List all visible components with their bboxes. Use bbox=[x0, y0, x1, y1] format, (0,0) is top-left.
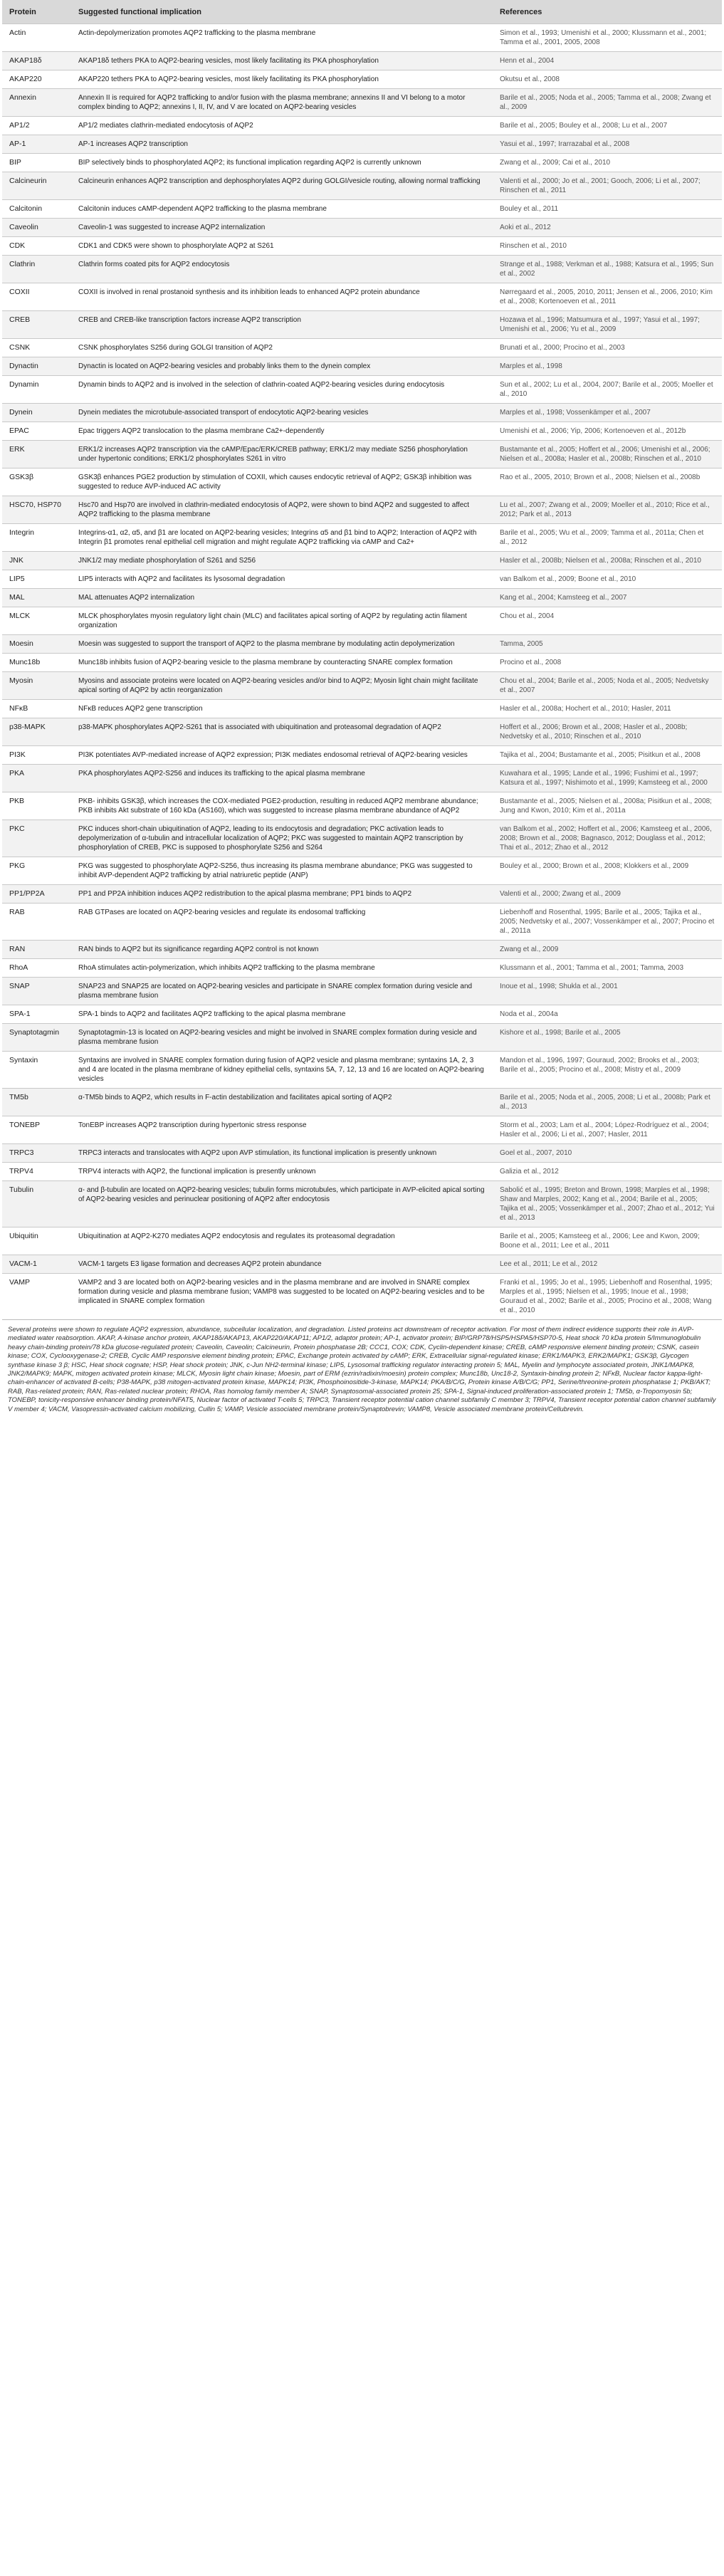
protein-name: Dynactin bbox=[2, 357, 71, 376]
table-row bbox=[2, 654, 722, 672]
table-row bbox=[2, 607, 722, 635]
functional-implication: VAMP2 and 3 are located both on AQP2-bearing vesicles and in the plasma membrane and are involved in SNARE complex formation during vesicle and plasma membrane fusion; VAMP8 was suggested to be located on AQP2-bearing vesicles and to be implicated in SNARE complex formation bbox=[71, 1274, 493, 1320]
references: Barile et al., 2005; Kamsteeg et al., 2006; Lee and Kwon, 2009; Boone et al., 2011; Lee et al., 2011 bbox=[493, 1227, 722, 1255]
protein-name: ERK bbox=[2, 441, 71, 468]
table-row bbox=[2, 959, 722, 978]
table-row bbox=[2, 857, 722, 885]
table-row bbox=[2, 89, 722, 117]
table-row bbox=[2, 978, 722, 1005]
protein-name: Integrin bbox=[2, 524, 71, 552]
functional-implication: PKC induces short-chain ubiquitination of AQP2, leading to its endocytosis and degradation; PKC activation leads to depolymerization of α-tubulin and intracellular localization of AQP2; PKC was suggested to maintain AQP2 transcription by phosphorylation of CREB, PKC is supposed to phosphorylate S256 and S264 bbox=[71, 820, 493, 857]
protein-name: Dynamin bbox=[2, 376, 71, 404]
references: Lu et al., 2007; Zwang et al., 2009; Moeller et al., 2010; Rice et al., 2012; Park et al., 2013 bbox=[493, 496, 722, 524]
functional-implication: p38-MAPK phosphorylates AQP2-S261 that is associated with ubiquitination and proteasomal degradation of AQP2 bbox=[71, 718, 493, 746]
protein-name: Caveolin bbox=[2, 219, 71, 237]
references: Noda et al., 2004a bbox=[493, 1005, 722, 1024]
functional-implication: Ubiquitination at AQP2-K270 mediates AQP2 endocytosis and regulates its proteasomal degradation bbox=[71, 1227, 493, 1255]
protein-name: NFκB bbox=[2, 700, 71, 718]
functional-implication: Dynein mediates the microtubule-associated transport of endocytotic AQP2-bearing vesicles bbox=[71, 404, 493, 422]
header-references: References bbox=[493, 0, 722, 24]
functional-implication: PKA phosphorylates AQP2-S256 and induces its trafficking to the apical plasma membrane bbox=[71, 765, 493, 792]
table-row bbox=[2, 283, 722, 311]
protein-name: COXII bbox=[2, 283, 71, 311]
table-row bbox=[2, 200, 722, 219]
references: Kang et al., 2004; Kamsteeg et al., 2007 bbox=[493, 589, 722, 607]
references: Kishore et al., 1998; Barile et al., 2005 bbox=[493, 1024, 722, 1052]
table-row bbox=[2, 1005, 722, 1024]
functional-implication: ERK1/2 increases AQP2 transcription via the cAMP/Epac/ERK/CREB pathway; ERK1/2 may mediate S256 phosphorylation under hypertonic conditions; ERK1/2 phosphorylates S261 in vitro bbox=[71, 441, 493, 468]
protein-name: Calcineurin bbox=[2, 172, 71, 200]
references: Procino et al., 2008 bbox=[493, 654, 722, 672]
references: Barile et al., 2005; Noda et al., 2005; Tamma et al., 2008; Zwang et al., 2009 bbox=[493, 89, 722, 117]
protein-name: Myosin bbox=[2, 672, 71, 700]
table-row bbox=[2, 1274, 722, 1320]
references: Galizia et al., 2012 bbox=[493, 1163, 722, 1181]
table-footnote: Several proteins were shown to regulate AQP2 expression, abundance, subcellular localization, and degradation. Listed proteins act downstream of receptor activation. For most of them indirect evidence supports their role in AVP-mediated water reabsorption. AKAP, A-kinase anchor protein, AKAP18δ/AKAP13, AKAP220/AKAP11; AP1/2, adaptor protein; AP-1, activator protein; BIP/GRP78/HSP5/HSPA5/HSP70-5, Heat shock 70 kDa protein 5/Immunoglobulin heavy chain-binding protein/78 kDa glucose-regulated protein; Caveolin, Caveolin; Calcineurin, Protein phosphatase 2B; CCC1, COX; CDK, Cyclin-dependent kinase; CREB, cAMP responsive element binding protein; CSNK, casein kinase; COX, Cyclooxygenase-2; CREB, Cyclic AMP responsive element binding protein; EPAC, Exchange protein activated by cAMP; ERK, Extracellular signal-regulated kinase; ERK1/MAPK3, ERK2/MAPK1; GSK3β, Glycogen synthase kinase 3 β; HSC, Heat shock cognate; HSP, Heat shock protein; JNK, c-Jun NH2-terminal kinase; LIP5, Lysosomal trafficking regulator interacting protein 5; MAL, Myelin and lymphocyte associated protein, JNK1/MAPK8, JNK2/MAPK9; MAPK, mitogen activated protein kinase; MLCK, Myosin light chain kinase; Moesin, part of ERM (ezrin/radixin/moesin) protein complex; Munc18b, Unc18-2, Syntaxin-binding protein 2; NFκB, Nuclear factor kappa-light-chain-enhancer of activated B-cells; P38-MAPK, p38 mitogen-activated protein kinase, MAPK14; PI3K, Phosphoinositide-3-kinase, MAPK14; PKA/B/C/G, Protein kinase A/B/C/G; PP1, Serine/threonine-protein phosphatase 1; PKB/AKT; RAB, Ras-related protein; RAN, Ras-related nuclear protein; RHOA, Ras homolog family member A; SNAP, Synaptosomal-associated protein 25; SPA-1, Signal-induced proliferation-associated protein 1; TM5b, α-Tropomyosin 5b; TONEBP, tonicity-responsive enhancer binding protein/NFAT5, Nuclear factor of activated T-cells 5; TRPC3, Transient receptor potential cation channel subfamily C member 3; TRPV4, Transient receptor potential cation channel subfamily V member 4; VACM, Vasopressin-activated calcium mobilizing, Cullin 5; VAMP, Vesicle associated membrane protein/Synaptobrevin; VAMP8, Vesicle associated membrane protein/Cellubrevin. bbox=[2, 1319, 722, 1414]
references: Zwang et al., 2009 bbox=[493, 941, 722, 959]
table-row bbox=[2, 941, 722, 959]
protein-name: Ubiquitin bbox=[2, 1227, 71, 1255]
table-row bbox=[2, 237, 722, 256]
table-row bbox=[2, 70, 722, 89]
references: Goel et al., 2007, 2010 bbox=[493, 1144, 722, 1163]
table-row bbox=[2, 1181, 722, 1227]
functional-implication: RAN binds to AQP2 but its significance regarding AQP2 control is not known bbox=[71, 941, 493, 959]
table-row bbox=[2, 1024, 722, 1052]
table-row bbox=[2, 256, 722, 283]
functional-implication: CREB and CREB-like transcription factors increase AQP2 transcription bbox=[71, 311, 493, 339]
functional-implication: Actin-depolymerization promotes AQP2 trafficking to the plasma membrane bbox=[71, 24, 493, 52]
references: Hasler et al., 2008a; Hochert et al., 2010; Hasler, 2011 bbox=[493, 700, 722, 718]
protein-name: Munc18b bbox=[2, 654, 71, 672]
references: Barile et al., 2005; Noda et al., 2005, 2008; Li et al., 2008b; Park et al., 2013 bbox=[493, 1089, 722, 1116]
references: Rao et al., 2005, 2010; Brown et al., 2008; Nielsen et al., 2008b bbox=[493, 468, 722, 496]
protein-name: RAB bbox=[2, 904, 71, 941]
table-row bbox=[2, 1144, 722, 1163]
references: Marples et al., 1998 bbox=[493, 357, 722, 376]
functional-implication: Epac triggers AQP2 translocation to the plasma membrane Ca2+-dependently bbox=[71, 422, 493, 441]
table-row bbox=[2, 1052, 722, 1089]
functional-implication: GSK3β enhances PGE2 production by stimulation of COXII, which causes endocytic retrieval of AQP2; GSK3β inhibition was suggested to reduce AVP-induced AC activity bbox=[71, 468, 493, 496]
protein-name: Tubulin bbox=[2, 1181, 71, 1227]
header-row bbox=[2, 0, 722, 24]
table-row bbox=[2, 718, 722, 746]
protein-name: CREB bbox=[2, 311, 71, 339]
references: Hoffert et al., 2006; Brown et al., 2008; Hasler et al., 2008b; Nedvetsky et al., 2010; Rinschen et al., 2010 bbox=[493, 718, 722, 746]
references: Chou et al., 2004 bbox=[493, 607, 722, 635]
references: Hozawa et al., 1996; Matsumura et al., 1997; Yasui et al., 1997; Umenishi et al., 2006; Yu et al., 2009 bbox=[493, 311, 722, 339]
functional-implication: AP-1 increases AQP2 transcription bbox=[71, 135, 493, 154]
table-row bbox=[2, 885, 722, 904]
protein-name: PKG bbox=[2, 857, 71, 885]
references: Brunati et al., 2000; Procino et al., 2003 bbox=[493, 339, 722, 357]
protein-name: TRPV4 bbox=[2, 1163, 71, 1181]
references: Storm et al., 2003; Lam et al., 2004; López-Rodríguez et al., 2004; Hasler et al., 2006; Li et al., 2007; Hasler, 2011 bbox=[493, 1116, 722, 1144]
references: Barile et al., 2005; Wu et al., 2009; Tamma et al., 2011a; Chen et al., 2012 bbox=[493, 524, 722, 552]
references: van Balkom et al., 2009; Boone et al., 2010 bbox=[493, 570, 722, 589]
functional-implication: JNK1/2 may mediate phosphorylation of S261 and S256 bbox=[71, 552, 493, 570]
references: Yasui et al., 1997; Irarrazabal et al., 2008 bbox=[493, 135, 722, 154]
protein-name: PKC bbox=[2, 820, 71, 857]
table-row bbox=[2, 357, 722, 376]
references: Sabolić et al., 1995; Breton and Brown, 1998; Marples et al., 1998; Shaw and Marples, 2002; Kang et al., 2004; Barile et al., 2005; Tajika et al., 2005; Vossenkämper et al., 2007; Zhao et al., 2012; Yui et al., 2013 bbox=[493, 1181, 722, 1227]
functional-implication: CSNK phosphorylates S256 during GOLGI transition of AQP2 bbox=[71, 339, 493, 357]
functional-implication: Integrins-α1, α2, α5, and β1 are located on AQP2-bearing vesicles; Integrins α5 and β1 bind to AQP2; Interaction of AQP2 with Integrin β1 promotes renal epithelial cell migration and might regulate AQP2 trafficking via cAMP and Ca2+ bbox=[71, 524, 493, 552]
references: Tamma, 2005 bbox=[493, 635, 722, 654]
references: Hasler et al., 2008b; Nielsen et al., 2008a; Rinschen et al., 2010 bbox=[493, 552, 722, 570]
table-row bbox=[2, 589, 722, 607]
references: Nørregaard et al., 2005, 2010, 2011; Jensen et al., 2006, 2010; Kim et al., 2008; Kortenoeven et al., 2011 bbox=[493, 283, 722, 311]
table-row bbox=[2, 820, 722, 857]
table-row bbox=[2, 765, 722, 792]
table-row bbox=[2, 570, 722, 589]
references: Chou et al., 2004; Barile et al., 2005; Noda et al., 2005; Nedvetsky et al., 2007 bbox=[493, 672, 722, 700]
functional-implication: MLCK phosphorylates myosin regulatory light chain (MLC) and facilitates apical sorting of AQP2 by regulating actin filament organization bbox=[71, 607, 493, 635]
functional-implication: Annexin II is required for AQP2 trafficking to and/or fusion with the plasma membrane; annexins II and VI belong to a motor complex binding to AQP2; annexins I, II, IV, and V are located on AQP2-bearing vesicles bbox=[71, 89, 493, 117]
references: Bustamante et al., 2005; Nielsen et al., 2008a; Pisitkun et al., 2008; Jung and Kwon, 2010; Kim et al., 2011a bbox=[493, 792, 722, 820]
functional-implication: Hsc70 and Hsp70 are involved in clathrin-mediated endocytosis of AQP2, were shown to bind AQP2 and suggested to affect AQP2 trafficking to the plasma membrane bbox=[71, 496, 493, 524]
protein-table bbox=[2, 0, 722, 1319]
functional-implication: TonEBP increases AQP2 transcription during hypertonic stress response bbox=[71, 1116, 493, 1144]
protein-name: RAN bbox=[2, 941, 71, 959]
functional-implication: Dynamin binds to AQP2 and is involved in the selection of clathrin-coated AQP2-bearing vesicles during endocytosis bbox=[71, 376, 493, 404]
protein-name: PKA bbox=[2, 765, 71, 792]
functional-implication: AP1/2 mediates clathrin-mediated endocytosis of AQP2 bbox=[71, 117, 493, 135]
functional-implication: Munc18b inhibits fusion of AQP2-bearing vesicle to the plasma membrane by counteracting SNARE complex formation bbox=[71, 654, 493, 672]
protein-name: Actin bbox=[2, 24, 71, 52]
references: Simon et al., 1993; Umenishi et al., 2000; Klussmann et al., 2001; Tamma et al., 2001, 2005, 2008 bbox=[493, 24, 722, 52]
protein-name: HSC70, HSP70 bbox=[2, 496, 71, 524]
references: Bouley et al., 2011 bbox=[493, 200, 722, 219]
functional-implication: Dynactin is located on AQP2-bearing vesicles and probably links them to the dynein complex bbox=[71, 357, 493, 376]
protein-name: EPAC bbox=[2, 422, 71, 441]
protein-name: GSK3β bbox=[2, 468, 71, 496]
protein-name: Moesin bbox=[2, 635, 71, 654]
references: Strange et al., 1988; Verkman et al., 1988; Katsura et al., 1995; Sun et al., 2002 bbox=[493, 256, 722, 283]
references: Henn et al., 2004 bbox=[493, 52, 722, 70]
table-row bbox=[2, 1116, 722, 1144]
functional-implication: AKAP18δ tethers PKA to AQP2-bearing vesicles, most likely facilitating its PKA phosphorylation bbox=[71, 52, 493, 70]
functional-implication: TRPV4 interacts with AQP2, the functional implication is presently unknown bbox=[71, 1163, 493, 1181]
references: Sun et al., 2002; Lu et al., 2004, 2007; Barile et al., 2005; Moeller et al., 2010 bbox=[493, 376, 722, 404]
functional-implication: MAL attenuates AQP2 internalization bbox=[71, 589, 493, 607]
table-row bbox=[2, 422, 722, 441]
functional-implication: COXII is involved in renal prostanoid synthesis and its inhibition leads to enhanced AQP2 protein abundance bbox=[71, 283, 493, 311]
protein-name: CDK bbox=[2, 237, 71, 256]
protein-name: Clathrin bbox=[2, 256, 71, 283]
references: Franki et al., 1995; Jo et al., 1995; Liebenhoff and Rosenthal, 1995; Marples et al., 1995; Nielsen et al., 1995; Inoue et al., 1998; Gouraud et al., 2002; Barile et al., 2005; Procino et al., 2008; Wang et al., 2010 bbox=[493, 1274, 722, 1320]
protein-name: Synaptotagmin bbox=[2, 1024, 71, 1052]
protein-name: PI3K bbox=[2, 746, 71, 765]
table-row bbox=[2, 376, 722, 404]
functional-implication: TRPC3 interacts and translocates with AQP2 upon AVP stimulation, its functional implication is presently unknown bbox=[71, 1144, 493, 1163]
table-row bbox=[2, 24, 722, 52]
functional-implication: Caveolin-1 was suggested to increase AQP2 internalization bbox=[71, 219, 493, 237]
references: Zwang et al., 2009; Cai et al., 2010 bbox=[493, 154, 722, 172]
functional-implication: Syntaxins are involved in SNARE complex formation during fusion of AQP2 vesicle and plasma membrane; syntaxins 1A, 2, 3 and 4 are located in the plasma membrane of kidney epithelial cells, syntaxins 5A, 7, 12, 13 and 16 are located on AQP2-bearing vesicles bbox=[71, 1052, 493, 1089]
protein-name: Dynein bbox=[2, 404, 71, 422]
protein-name: SNAP bbox=[2, 978, 71, 1005]
functional-implication: Myosins and associate proteins were located on AQP2-bearing vesicles and/or bind to AQP2; Myosin light chain might facilitate apical sorting of AQP2 by actin reorganization bbox=[71, 672, 493, 700]
table-row bbox=[2, 52, 722, 70]
protein-name: p38-MAPK bbox=[2, 718, 71, 746]
functional-implication: α-TM5b binds to AQP2, which results in F-actin destabilization and facilitates apical sorting of AQP2 bbox=[71, 1089, 493, 1116]
references: Liebenhoff and Rosenthal, 1995; Barile et al., 2005; Tajika et al., 2005; Nedvetsky et al., 2007; Vossenkämper et al., 2007; Procino et al., 2011a bbox=[493, 904, 722, 941]
table-row bbox=[2, 635, 722, 654]
protein-name: TM5b bbox=[2, 1089, 71, 1116]
functional-implication: PKB- inhibits GSK3β, which increases the COX-mediated PGE2-production, resulting in reduced AQP2 membrane abundance; PKB inhibits Akt substrate of 160 kDa (AS160), which was suggested to increase plasma membrane abundance of AQP2 bbox=[71, 792, 493, 820]
table-row bbox=[2, 117, 722, 135]
references: van Balkom et al., 2002; Hoffert et al., 2006; Kamsteeg et al., 2006, 2008; Brown et al., 2008; Bagnasco, 2012; Douglass et al., 2012; Thai et al., 2012; Zhao et al., 2012 bbox=[493, 820, 722, 857]
references: Okutsu et al., 2008 bbox=[493, 70, 722, 89]
table-row bbox=[2, 219, 722, 237]
functional-implication: NFκB reduces AQP2 gene transcription bbox=[71, 700, 493, 718]
table-row bbox=[2, 746, 722, 765]
functional-implication: PKG was suggested to phosphorylate AQP2-S256, thus increasing its plasma membrane abundance; PKG was suggested to inhibit AVP-dependent AQP2 trafficking by atrial natriuretic peptide (ANP) bbox=[71, 857, 493, 885]
header-protein: Protein bbox=[2, 0, 71, 24]
functional-implication: SPA-1 binds to AQP2 and facilitates AQP2 trafficking to the apical plasma membrane bbox=[71, 1005, 493, 1024]
protein-name: MLCK bbox=[2, 607, 71, 635]
functional-implication: SNAP23 and SNAP25 are located on AQP2-bearing vesicles and participate in SNARE complex formation during vesicle and plasma membrane fusion bbox=[71, 978, 493, 1005]
functional-implication: Calcineurin enhances AQP2 transcription and dephosphorylates AQP2 during GOLGI/vesicle routing, allowing normal trafficking bbox=[71, 172, 493, 200]
functional-implication: LIP5 interacts with AQP2 and facilitates its lysosomal degradation bbox=[71, 570, 493, 589]
functional-implication: VACM-1 targets E3 ligase formation and decreases AQP2 protein abundance bbox=[71, 1255, 493, 1274]
protein-name: JNK bbox=[2, 552, 71, 570]
table-row bbox=[2, 311, 722, 339]
functional-implication: BIP selectively binds to phosphorylated AQP2; its functional implication regarding AQP2 is currently unknown bbox=[71, 154, 493, 172]
references: Kuwahara et al., 1995; Lande et al., 1996; Fushimi et al., 1997; Katsura et al., 1997; Nishimoto et al., 1999; Kamsteeg et al., 2000 bbox=[493, 765, 722, 792]
functional-implication: CDK1 and CDK5 were shown to phosphorylate AQP2 at S261 bbox=[71, 237, 493, 256]
references: Valenti et al., 2000; Zwang et al., 2009 bbox=[493, 885, 722, 904]
protein-name: VAMP bbox=[2, 1274, 71, 1320]
table-row bbox=[2, 524, 722, 552]
table-row bbox=[2, 904, 722, 941]
table-row bbox=[2, 792, 722, 820]
table-row bbox=[2, 552, 722, 570]
references: Valenti et al., 2000; Jo et al., 2001; Gooch, 2006; Li et al., 2007; Rinschen et al., 2011 bbox=[493, 172, 722, 200]
table-row bbox=[2, 154, 722, 172]
references: Bustamante et al., 2005; Hoffert et al., 2006; Umenishi et al., 2006; Nielsen et al., 2008a; Hasler et al., 2008b; Rinschen et al., 2010 bbox=[493, 441, 722, 468]
header-implication: Suggested functional implication bbox=[71, 0, 493, 24]
table-row bbox=[2, 496, 722, 524]
protein-name: BIP bbox=[2, 154, 71, 172]
protein-name: PKB bbox=[2, 792, 71, 820]
protein-name: SPA-1 bbox=[2, 1005, 71, 1024]
table-row bbox=[2, 1227, 722, 1255]
functional-implication: RAB GTPases are located on AQP2-bearing vesicles and regulate its endosomal trafficking bbox=[71, 904, 493, 941]
table-row bbox=[2, 339, 722, 357]
protein-name: MAL bbox=[2, 589, 71, 607]
references: Barile et al., 2005; Bouley et al., 2008; Lu et al., 2007 bbox=[493, 117, 722, 135]
table-row bbox=[2, 700, 722, 718]
references: Klussmann et al., 2001; Tamma et al., 2001; Tamma, 2003 bbox=[493, 959, 722, 978]
table-row bbox=[2, 468, 722, 496]
table-row bbox=[2, 1163, 722, 1181]
functional-implication: PP1 and PP2A inhibition induces AQP2 redistribution to the apical plasma membrane; PP1 binds to AQP2 bbox=[71, 885, 493, 904]
protein-name: Syntaxin bbox=[2, 1052, 71, 1089]
references: Mandon et al., 1996, 1997; Gouraud, 2002; Brooks et al., 2003; Barile et al., 2005; Procino et al., 2008; Mistry et al., 2009 bbox=[493, 1052, 722, 1089]
protein-name: AP-1 bbox=[2, 135, 71, 154]
functional-implication: RhoA stimulates actin-polymerization, which inhibits AQP2 trafficking to the plasma membrane bbox=[71, 959, 493, 978]
protein-name: VACM-1 bbox=[2, 1255, 71, 1274]
protein-name: Annexin bbox=[2, 89, 71, 117]
table-row bbox=[2, 172, 722, 200]
table-body bbox=[2, 24, 722, 1320]
functional-implication: Calcitonin induces cAMP-dependent AQP2 trafficking to the plasma membrane bbox=[71, 200, 493, 219]
protein-name: LIP5 bbox=[2, 570, 71, 589]
references: Aoki et al., 2012 bbox=[493, 219, 722, 237]
protein-name: RhoA bbox=[2, 959, 71, 978]
protein-name: AP1/2 bbox=[2, 117, 71, 135]
protein-name: TRPC3 bbox=[2, 1144, 71, 1163]
functional-implication: Synaptotagmin-13 is located on AQP2-bearing vesicles and might be involved in SNARE complex formation during vesicle and plasma membrane fusion bbox=[71, 1024, 493, 1052]
table-row bbox=[2, 672, 722, 700]
functional-implication: PI3K potentiates AVP-mediated increase of AQP2 expression; PI3K mediates endosomal retrieval of AQP2-bearing vesicles bbox=[71, 746, 493, 765]
table-row bbox=[2, 404, 722, 422]
protein-name: Calcitonin bbox=[2, 200, 71, 219]
references: Marples et al., 1998; Vossenkämper et al., 2007 bbox=[493, 404, 722, 422]
functional-implication: Moesin was suggested to support the transport of AQP2 to the plasma membrane by modulating actin depolymerization bbox=[71, 635, 493, 654]
functional-implication: AKAP220 tethers PKA to AQP2-bearing vesicles, most likely facilitating its PKA phosphorylation bbox=[71, 70, 493, 89]
references: Rinschen et al., 2010 bbox=[493, 237, 722, 256]
protein-name: TONEBP bbox=[2, 1116, 71, 1144]
protein-name: PP1/PP2A bbox=[2, 885, 71, 904]
table-row bbox=[2, 1255, 722, 1274]
table-row bbox=[2, 1089, 722, 1116]
references: Umenishi et al., 2006; Yip, 2006; Kortenoeven et al., 2012b bbox=[493, 422, 722, 441]
functional-implication: Clathrin forms coated pits for AQP2 endocytosis bbox=[71, 256, 493, 283]
protein-name: AKAP220 bbox=[2, 70, 71, 89]
references: Bouley et al., 2000; Brown et al., 2008; Klokkers et al., 2009 bbox=[493, 857, 722, 885]
references: Inoue et al., 1998; Shukla et al., 2001 bbox=[493, 978, 722, 1005]
protein-name: CSNK bbox=[2, 339, 71, 357]
references: Lee et al., 2011; Le et al., 2012 bbox=[493, 1255, 722, 1274]
table-row bbox=[2, 441, 722, 468]
protein-name: AKAP18δ bbox=[2, 52, 71, 70]
functional-implication: α- and β-tubulin are located on AQP2-bearing vesicles; tubulin forms microtubules, which participate in AVP-elicited apical sorting of AQP2-bearing vesicles and perinuclear positioning of AQP2 after endocytosis bbox=[71, 1181, 493, 1227]
table-header bbox=[2, 0, 722, 24]
references: Tajika et al., 2004; Bustamante et al., 2005; Pisitkun et al., 2008 bbox=[493, 746, 722, 765]
table-row bbox=[2, 135, 722, 154]
